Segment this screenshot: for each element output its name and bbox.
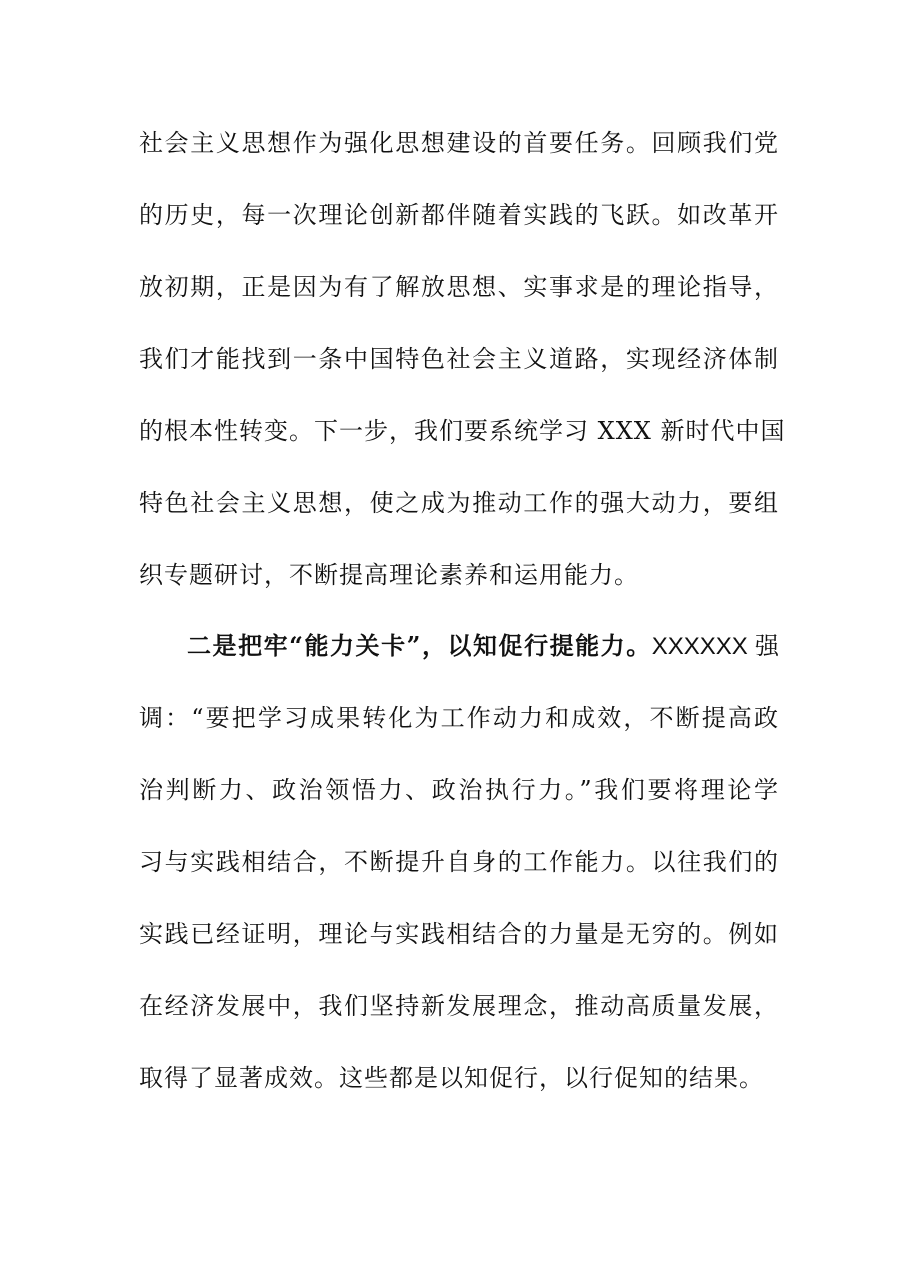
paragraph-line: 实践已经证明，理论与实践相结合的力量是无穷的。例如 [139, 920, 779, 948]
paragraph-line: 织专题研讨，不断提高理论素养和运用能力。 [139, 561, 639, 589]
paragraph-line: 我们才能找到一条中国特色社会主义道路，实现经济体制 [139, 345, 779, 373]
paragraph-line: 的根本性转变。下一步，我们要系统学习 XXX 新时代中国 [139, 417, 786, 445]
paragraph-line: 调：“要把学习成果转化为工作动力和成效，不断提高政 [139, 704, 779, 732]
paragraph-line: 社会主义思想作为强化思想建设的首要任务。回顾我们党 [139, 129, 779, 157]
paragraph-line: 治判断力、政治领悟力、政治执行力。”我们要将理论学 [139, 776, 779, 804]
paragraph-line: 放初期，正是因为有了解放思想、实事求是的理论指导， [139, 273, 779, 301]
paragraph-heading-line [139, 610, 779, 682]
paragraph-line: 习与实践相结合，不断提升自身的工作能力。以往我们的 [139, 848, 779, 876]
paragraph-heading: 二是把牢“能力关卡”，以知促行提能力。 [187, 631, 652, 660]
paragraph-line: 在经济发展中，我们坚持新发展理念，推动高质量发展， [139, 992, 779, 1020]
paragraph-line: 特色社会主义思想，使之成为推动工作的强大动力，要组 [139, 489, 779, 517]
paragraph-1 [139, 107, 786, 611]
paragraph-line: 取得了显著成效。这些都是以知促行，以行促知的结果。 [139, 1064, 764, 1092]
paragraph-2 [139, 610, 779, 1114]
paragraph-heading-tail: XXXXXX 强 [651, 633, 779, 660]
paragraph-line: 的历史，每一次理论创新都伴随着实践的飞跃。如改革开 [139, 201, 779, 229]
